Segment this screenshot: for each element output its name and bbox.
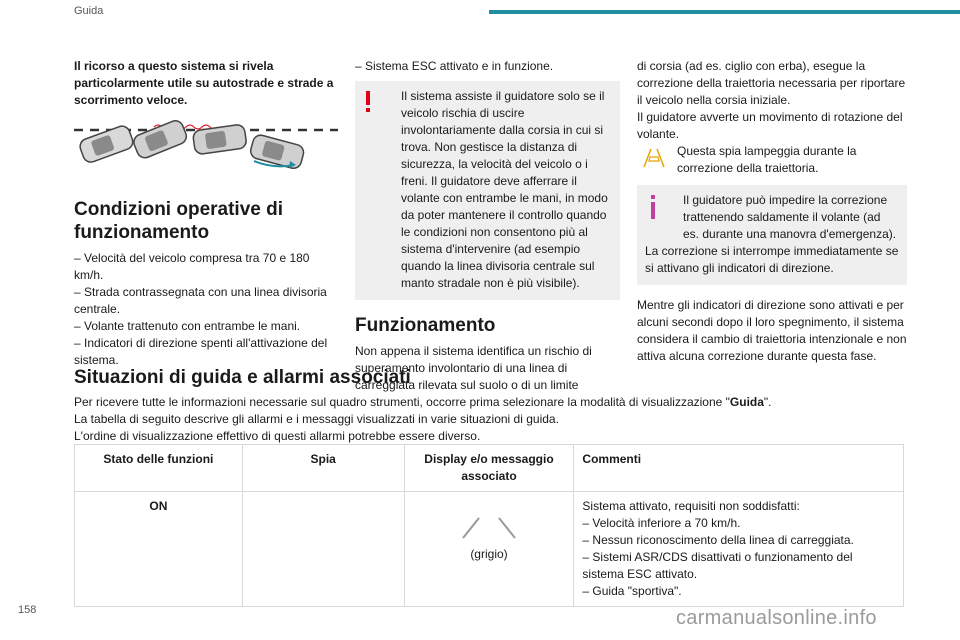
column-2 xyxy=(355,58,620,394)
exclamation-icon xyxy=(365,91,371,113)
table-header-cell: Stato delle funzioni xyxy=(75,445,243,492)
table-row xyxy=(75,492,904,607)
display-cell xyxy=(404,492,574,607)
info-text-2: La correzione si interrompe immediatamente se si attivano gli indicatori di direzione. xyxy=(645,244,899,275)
comment-line: – Nessun riconoscimento della linea di carreggiata. xyxy=(582,533,854,547)
car-4-icon xyxy=(249,133,305,170)
table-header-row xyxy=(75,445,904,492)
watermark: carmanualsonline.info xyxy=(676,607,877,629)
info-box xyxy=(637,185,907,285)
intro-line-1-pre: Per ricevere tutte le informazioni necessarie sul quadro strumenti, occorre prima selezionare la modalità di visualizzazione " xyxy=(74,395,730,409)
intro-line-2: La tabella di seguito descrive gli allarmi e i messaggi visualizzati in varie situazioni di guida. xyxy=(74,412,559,426)
info-text-1: Il guidatore può impedire la correzione trattenendo saldamente il volante (ad es. durante una manovra d'emergenza). xyxy=(683,193,897,241)
comment-line: – Guida "sportiva". xyxy=(582,584,682,598)
car-2-icon xyxy=(132,118,189,160)
intro-line-1-bold: Guida xyxy=(729,395,764,409)
comments-cell xyxy=(574,492,904,607)
state-cell: ON xyxy=(75,492,243,607)
column-1-lower xyxy=(74,198,340,369)
table-header-cell: Commenti xyxy=(574,445,904,492)
lamp-text: Questa spia lampeggia durante la correzione della traiettoria. xyxy=(677,144,857,175)
column-3 xyxy=(637,58,907,365)
intro-line-1-post: ". xyxy=(763,395,772,409)
lane-lines-grey-icon xyxy=(459,508,519,542)
display-caption: (grigio) xyxy=(470,547,508,561)
warning-text: Il sistema assiste il guidatore solo se il veicolo rischia di uscire involontariamente dalla corsia in cui si trova. Non gestisce la distanza di sicurezza, la velocità del veicolo o i freni. Il guidatore deve afferrare il volante con entrambe le mani, in modo da poter mantenere il controllo quando le condizioni non consentono più al sistema d'intervenire (ad esempio quando la linea divisoria centrale sul manto stradale non è più visibile). xyxy=(401,89,608,290)
operation-body: Non appena il sistema identifica un rischio di superamento involontario di una linea di carreggiata rilevata sul suolo o di un limite xyxy=(355,344,592,392)
col3-body-2: Il guidatore avverte un movimento di rotazione del volante. xyxy=(637,110,903,141)
condition-item: – Volante trattenuto con entrambe le mani. xyxy=(74,319,301,333)
comment-line: – Sistemi ASR/CDS disattivati o funzionamento del sistema ESC attivato. xyxy=(582,550,853,581)
info-icon xyxy=(650,195,656,219)
header-section-title: Guida xyxy=(74,5,104,17)
lane-warning-lamp-icon xyxy=(641,145,667,169)
intro-bold-text: Il ricorso a questo sistema si rivela particolarmente utile su autostrade e strade a scorrimento veloce. xyxy=(74,59,334,107)
table-header-cell: Spia xyxy=(242,445,404,492)
page-number: 158 xyxy=(18,604,37,616)
table-header-cell: Display e/o messaggio associato xyxy=(404,445,574,492)
operation-heading: Funzionamento xyxy=(355,315,496,336)
col3-body-1: di corsia (ad es. ciglio con erba), esegue la correzione della traiettoria necessaria per riportare il veicolo nella corsia iniziale. xyxy=(637,59,906,107)
condition-item: – Indicatori di direzione spenti all'attivazione del sistema. xyxy=(74,336,328,367)
comment-line: Sistema attivato, requisiti non soddisfatti: xyxy=(582,499,800,513)
section-intro xyxy=(74,394,904,445)
intro-line-1 xyxy=(74,394,904,411)
section-title: Situazioni di guida e allarmi associati xyxy=(74,367,411,388)
lane-keeping-illustration xyxy=(74,113,338,185)
lamp-note xyxy=(637,143,907,177)
intro-line-3: L'ordine di visualizzazione effettivo di questi allarmi potrebbe essere diverso. xyxy=(74,429,481,443)
header-accent-bar xyxy=(489,10,960,14)
alarms-table xyxy=(74,444,904,607)
spia-cell xyxy=(242,492,404,607)
comment-line: – Velocità inferiore a 70 km/h. xyxy=(582,516,741,530)
col3-body-3: Mentre gli indicatori di direzione sono attivati e per alcuni secondi dopo il loro spegnimento, il sistema considera il cambio di traiettoria intenzionale e non attiva alcuna correzione durante questa fase. xyxy=(637,298,907,363)
warning-box xyxy=(355,81,620,300)
condition-item: – Velocità del veicolo compresa tra 70 e 180 km/h. xyxy=(74,251,310,282)
column-1 xyxy=(74,58,340,109)
condition-item: – Strada contrassegnata con una linea divisoria centrale. xyxy=(74,285,327,316)
esc-line: – Sistema ESC attivato e in funzione. xyxy=(355,59,554,73)
operating-conditions-heading: Condizioni operative di funzionamento xyxy=(74,199,284,243)
